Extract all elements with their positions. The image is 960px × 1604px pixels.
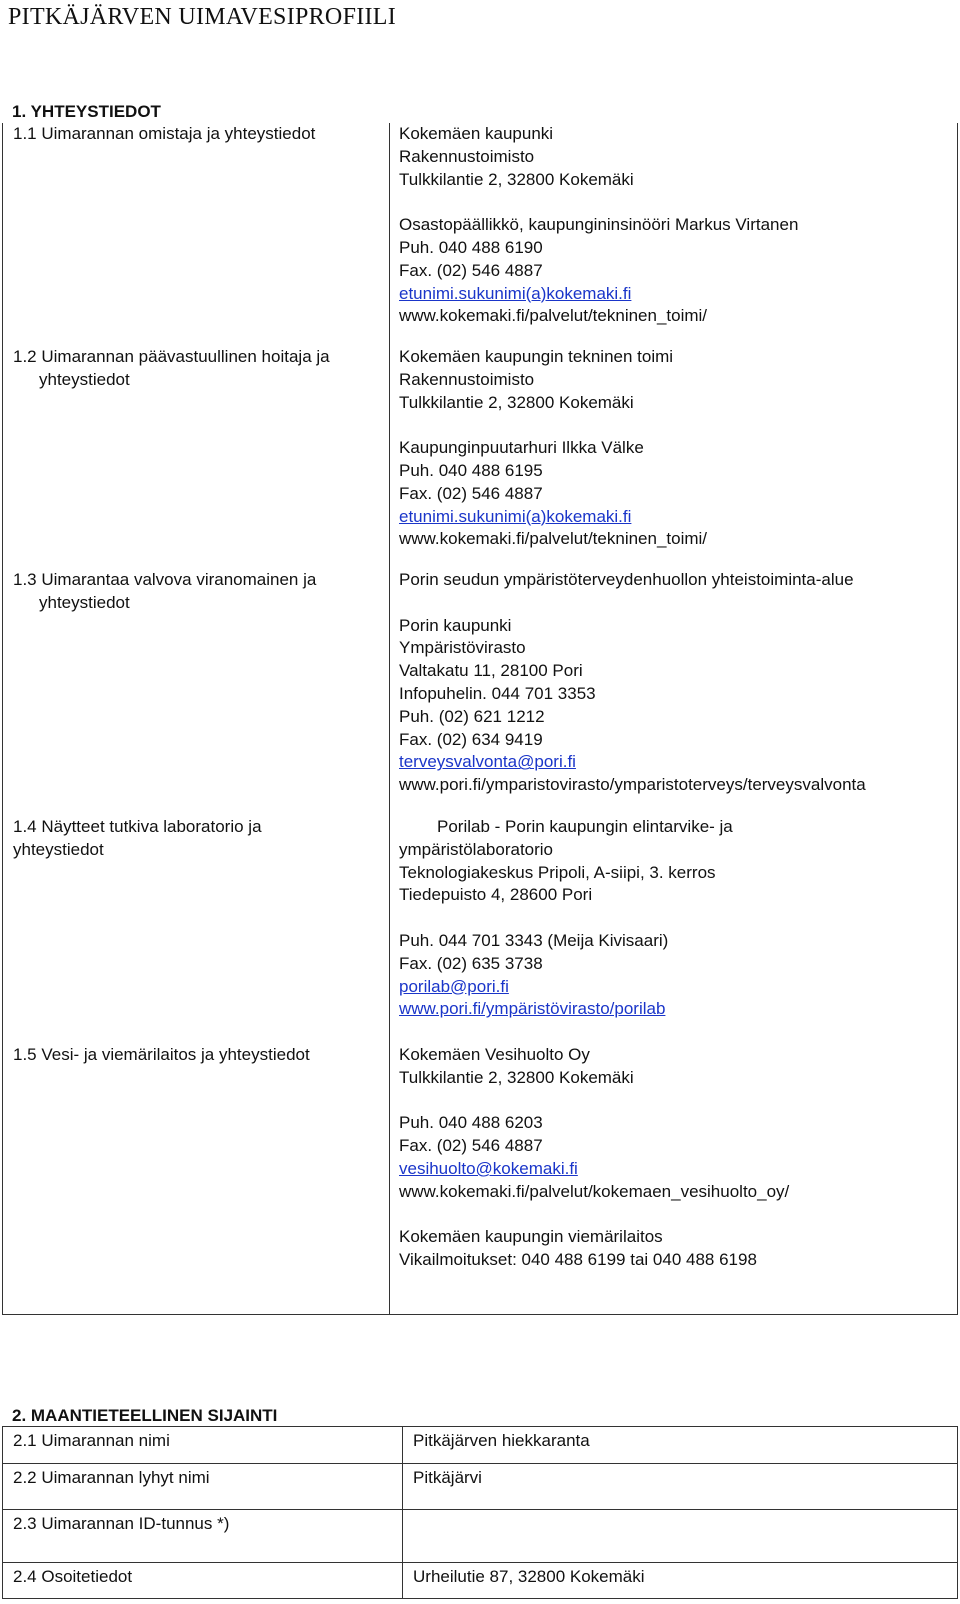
row-value: Pitkäjärvi — [403, 1464, 958, 1510]
contact-line: Puh. (02) 621 1212 — [399, 706, 545, 726]
contact-line: Ympäristövirasto — [399, 638, 526, 658]
web-address: www.kokemaki.fi/palvelut/kokemaen_vesihuolto_oy/ — [399, 1181, 790, 1201]
extra-line: Kokemäen kaupungin viemärilaitos — [399, 1227, 663, 1247]
contact-line: Puh. 040 488 6190 — [399, 237, 543, 257]
org-line: Tulkkilantie 2, 32800 Kokemäki — [399, 1067, 634, 1087]
contact-line: Kaupunginpuutarhuri Ilkka Välke — [399, 438, 644, 458]
contacts-table — [2, 123, 958, 1315]
row-label-cell — [3, 816, 390, 1044]
contact-line: Porin kaupunki — [399, 615, 512, 635]
contact-line: Puh. 040 488 6195 — [399, 460, 543, 480]
row-label: 1.1 Uimarannan omistaja ja yhteystiedot — [13, 124, 316, 143]
document-title: PITKÄJÄRVEN UIMAVESIPROFIILI — [8, 4, 397, 30]
row-value-cell — [390, 1044, 958, 1314]
row-label-cell — [3, 346, 390, 569]
row-value — [403, 1510, 958, 1563]
section-heading-contacts: 1. YHTEYSTIEDOT — [12, 102, 161, 121]
row-value-cell — [390, 816, 958, 1044]
table-row — [3, 1044, 958, 1314]
row-label: 1.5 Vesi- ja viemärilaitos ja yhteystiedot — [13, 1045, 310, 1064]
org-line: Tulkkilantie 2, 32800 Kokemäki — [399, 169, 634, 189]
row-label-continuation: yhteystiedot — [13, 839, 104, 859]
row-label-cell — [3, 123, 390, 346]
org-line: Tiedepuisto 4, 28600 Pori — [399, 885, 593, 905]
email-link[interactable]: etunimi.sukunimi(a)kokemaki.fi — [399, 506, 632, 526]
row-label-continuation: yhteystiedot — [39, 592, 130, 612]
org-line: Kokemäen Vesihuolto Oy — [399, 1045, 590, 1064]
row-label: 2.2 Uimarannan lyhyt nimi — [3, 1464, 403, 1510]
table-row — [3, 569, 958, 816]
row-label: 2.4 Osoitetiedot — [3, 1563, 403, 1599]
email-link[interactable]: etunimi.sukunimi(a)kokemaki.fi — [399, 283, 632, 303]
org-line: Teknologiakeskus Pripoli, A-siipi, 3. kerros — [399, 862, 716, 882]
contact-line: Fax. (02) 546 4887 — [399, 1136, 543, 1156]
web-address: www.kokemaki.fi/palvelut/tekninen_toimi/ — [399, 306, 708, 326]
contact-line: Infopuhelin. 044 701 3353 — [399, 683, 596, 703]
row-value: Urheilutie 87, 32800 Kokemäki — [403, 1563, 958, 1599]
org-line: ympäristölaboratorio — [399, 839, 554, 859]
table-row — [3, 1464, 958, 1510]
web-address: www.kokemaki.fi/palvelut/tekninen_toimi/ — [399, 529, 708, 549]
contact-line: Osastopäällikkö, kaupungininsinööri Markus Virtanen — [399, 215, 799, 235]
web-link[interactable]: www.pori.fi/ympäristövirasto/porilab — [399, 999, 666, 1019]
table-row — [3, 1427, 958, 1464]
row-value-cell — [390, 569, 958, 816]
web-address: www.pori.fi/ymparistovirasto/ymparistoterveys/terveysvalvonta — [399, 775, 866, 795]
row-label-continuation: yhteystiedot — [39, 369, 130, 389]
table-row — [3, 346, 958, 569]
row-label: 1.2 Uimarannan päävastuullinen hoitaja ja — [13, 347, 330, 366]
table-row — [3, 816, 958, 1044]
row-label: 1.3 Uimarantaa valvova viranomainen ja — [13, 570, 317, 589]
table-row — [3, 1510, 958, 1563]
org-line: Kokemäen kaupungin tekninen toimi — [399, 347, 674, 366]
row-label-cell — [3, 1044, 390, 1314]
row-label: 2.1 Uimarannan nimi — [3, 1427, 403, 1464]
org-head: Porin seudun ympäristöterveydenhuollon yhteistoiminta-alue — [399, 570, 854, 589]
contact-line: Puh. 044 701 3343 (Meija Kivisaari) — [399, 930, 669, 950]
email-link[interactable]: vesihuolto@kokemaki.fi — [399, 1158, 578, 1178]
org-line: Rakennustoimisto — [399, 369, 535, 389]
section-heading-location: 2. MAANTIETEELLINEN SIJAINTI — [12, 1406, 278, 1425]
contact-line: Valtakatu 11, 28100 Pori — [399, 661, 583, 681]
row-label-cell — [3, 569, 390, 816]
row-value-cell — [390, 346, 958, 569]
org-line: Tulkkilantie 2, 32800 Kokemäki — [399, 392, 634, 412]
row-value: Pitkäjärven hiekkaranta — [403, 1427, 958, 1464]
row-value-cell — [390, 123, 958, 346]
row-label: 1.4 Näytteet tutkiva laboratorio ja — [13, 817, 262, 836]
org-line: Kokemäen kaupunki — [399, 124, 554, 143]
org-line: Porilab - Porin kaupungin elintarvike- ja — [437, 817, 733, 836]
row-label: 2.3 Uimarannan ID-tunnus *) — [3, 1510, 403, 1563]
contact-line: Fax. (02) 635 3738 — [399, 953, 543, 973]
extra-line: Vikailmoitukset: 040 488 6199 tai 040 488 6198 — [399, 1250, 757, 1270]
org-line: Rakennustoimisto — [399, 146, 535, 166]
table-row — [3, 123, 958, 346]
contact-line: Puh. 040 488 6203 — [399, 1113, 543, 1133]
location-table — [2, 1426, 958, 1599]
email-link[interactable]: porilab@pori.fi — [399, 976, 509, 996]
email-link[interactable]: terveysvalvonta@pori.fi — [399, 752, 576, 772]
contact-line: Fax. (02) 634 9419 — [399, 729, 543, 749]
contact-line: Fax. (02) 546 4887 — [399, 260, 543, 280]
contact-line: Fax. (02) 546 4887 — [399, 483, 543, 503]
table-row — [3, 1563, 958, 1599]
